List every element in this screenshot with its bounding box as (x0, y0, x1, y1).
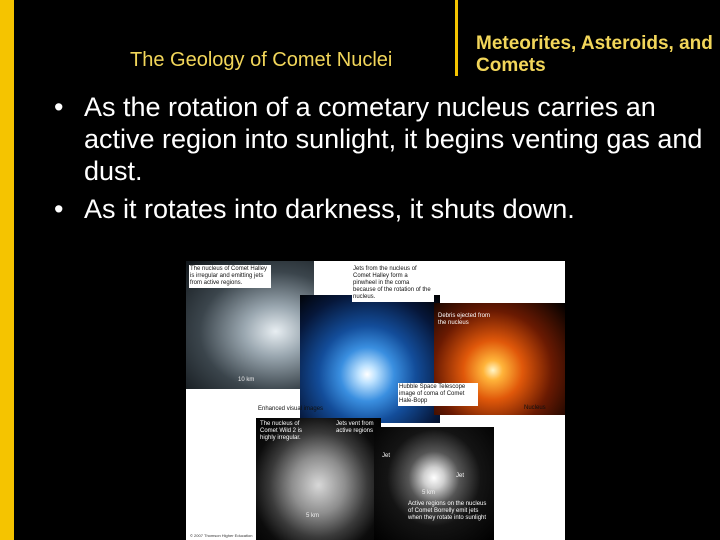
bullet-marker: • (54, 194, 64, 224)
bullet-list (54, 91, 704, 231)
caption-hubble: Hubble Space Telescope image of coma of Comet Hale-Bopp (398, 383, 478, 406)
caption-jets: Jets from the nucleus of Comet Halley form a pinwheel in the coma because of the rotation of the nucleus. (352, 265, 434, 302)
caption-jets-vent: Jets vent from active regions (336, 421, 374, 434)
caption-borrelly: Active regions on the nucleus of Comet Borrelly emit jets when they rotate into sunlight (408, 501, 487, 521)
comet-figure (186, 261, 565, 540)
scale-10km: 10 km (238, 377, 255, 383)
label-jet-b: Jet (456, 473, 465, 479)
scale-5km-borrelly: 5 km (422, 490, 436, 496)
label-nucleus: Nucleus (524, 405, 546, 411)
image-credit: © 2007 Thomson Higher Education (190, 533, 253, 538)
borrelly-image (374, 427, 494, 540)
caption-debris: Debris ejected from the nucleus (438, 313, 491, 326)
scale-5km-wild2: 5 km (306, 513, 320, 519)
bullet-marker: • (54, 92, 64, 122)
bullet-text: As it rotates into darkness, it shuts down. (84, 194, 575, 224)
section-title: The Geology of Comet Nuclei (130, 49, 393, 71)
left-accent-bar (0, 0, 14, 540)
header-divider (455, 0, 458, 76)
bullet-item (54, 91, 704, 187)
caption-halley-nucleus: The nucleus of Comet Halley is irregular and emitting jets from active regions. (189, 265, 271, 288)
caption-wild2: The nucleus of Comet Wild 2 is highly irregular. (260, 421, 303, 441)
bullet-text: As the rotation of a cometary nucleus carries an active region into sunlight, it begins venting gas and dust. (84, 92, 703, 186)
chapter-title: Meteorites, Asteroids, and Comets (476, 33, 713, 76)
bullet-item (54, 193, 704, 225)
label-jet-a: Jet (382, 453, 391, 459)
caption-enhanced: Enhanced visual images (258, 406, 324, 412)
